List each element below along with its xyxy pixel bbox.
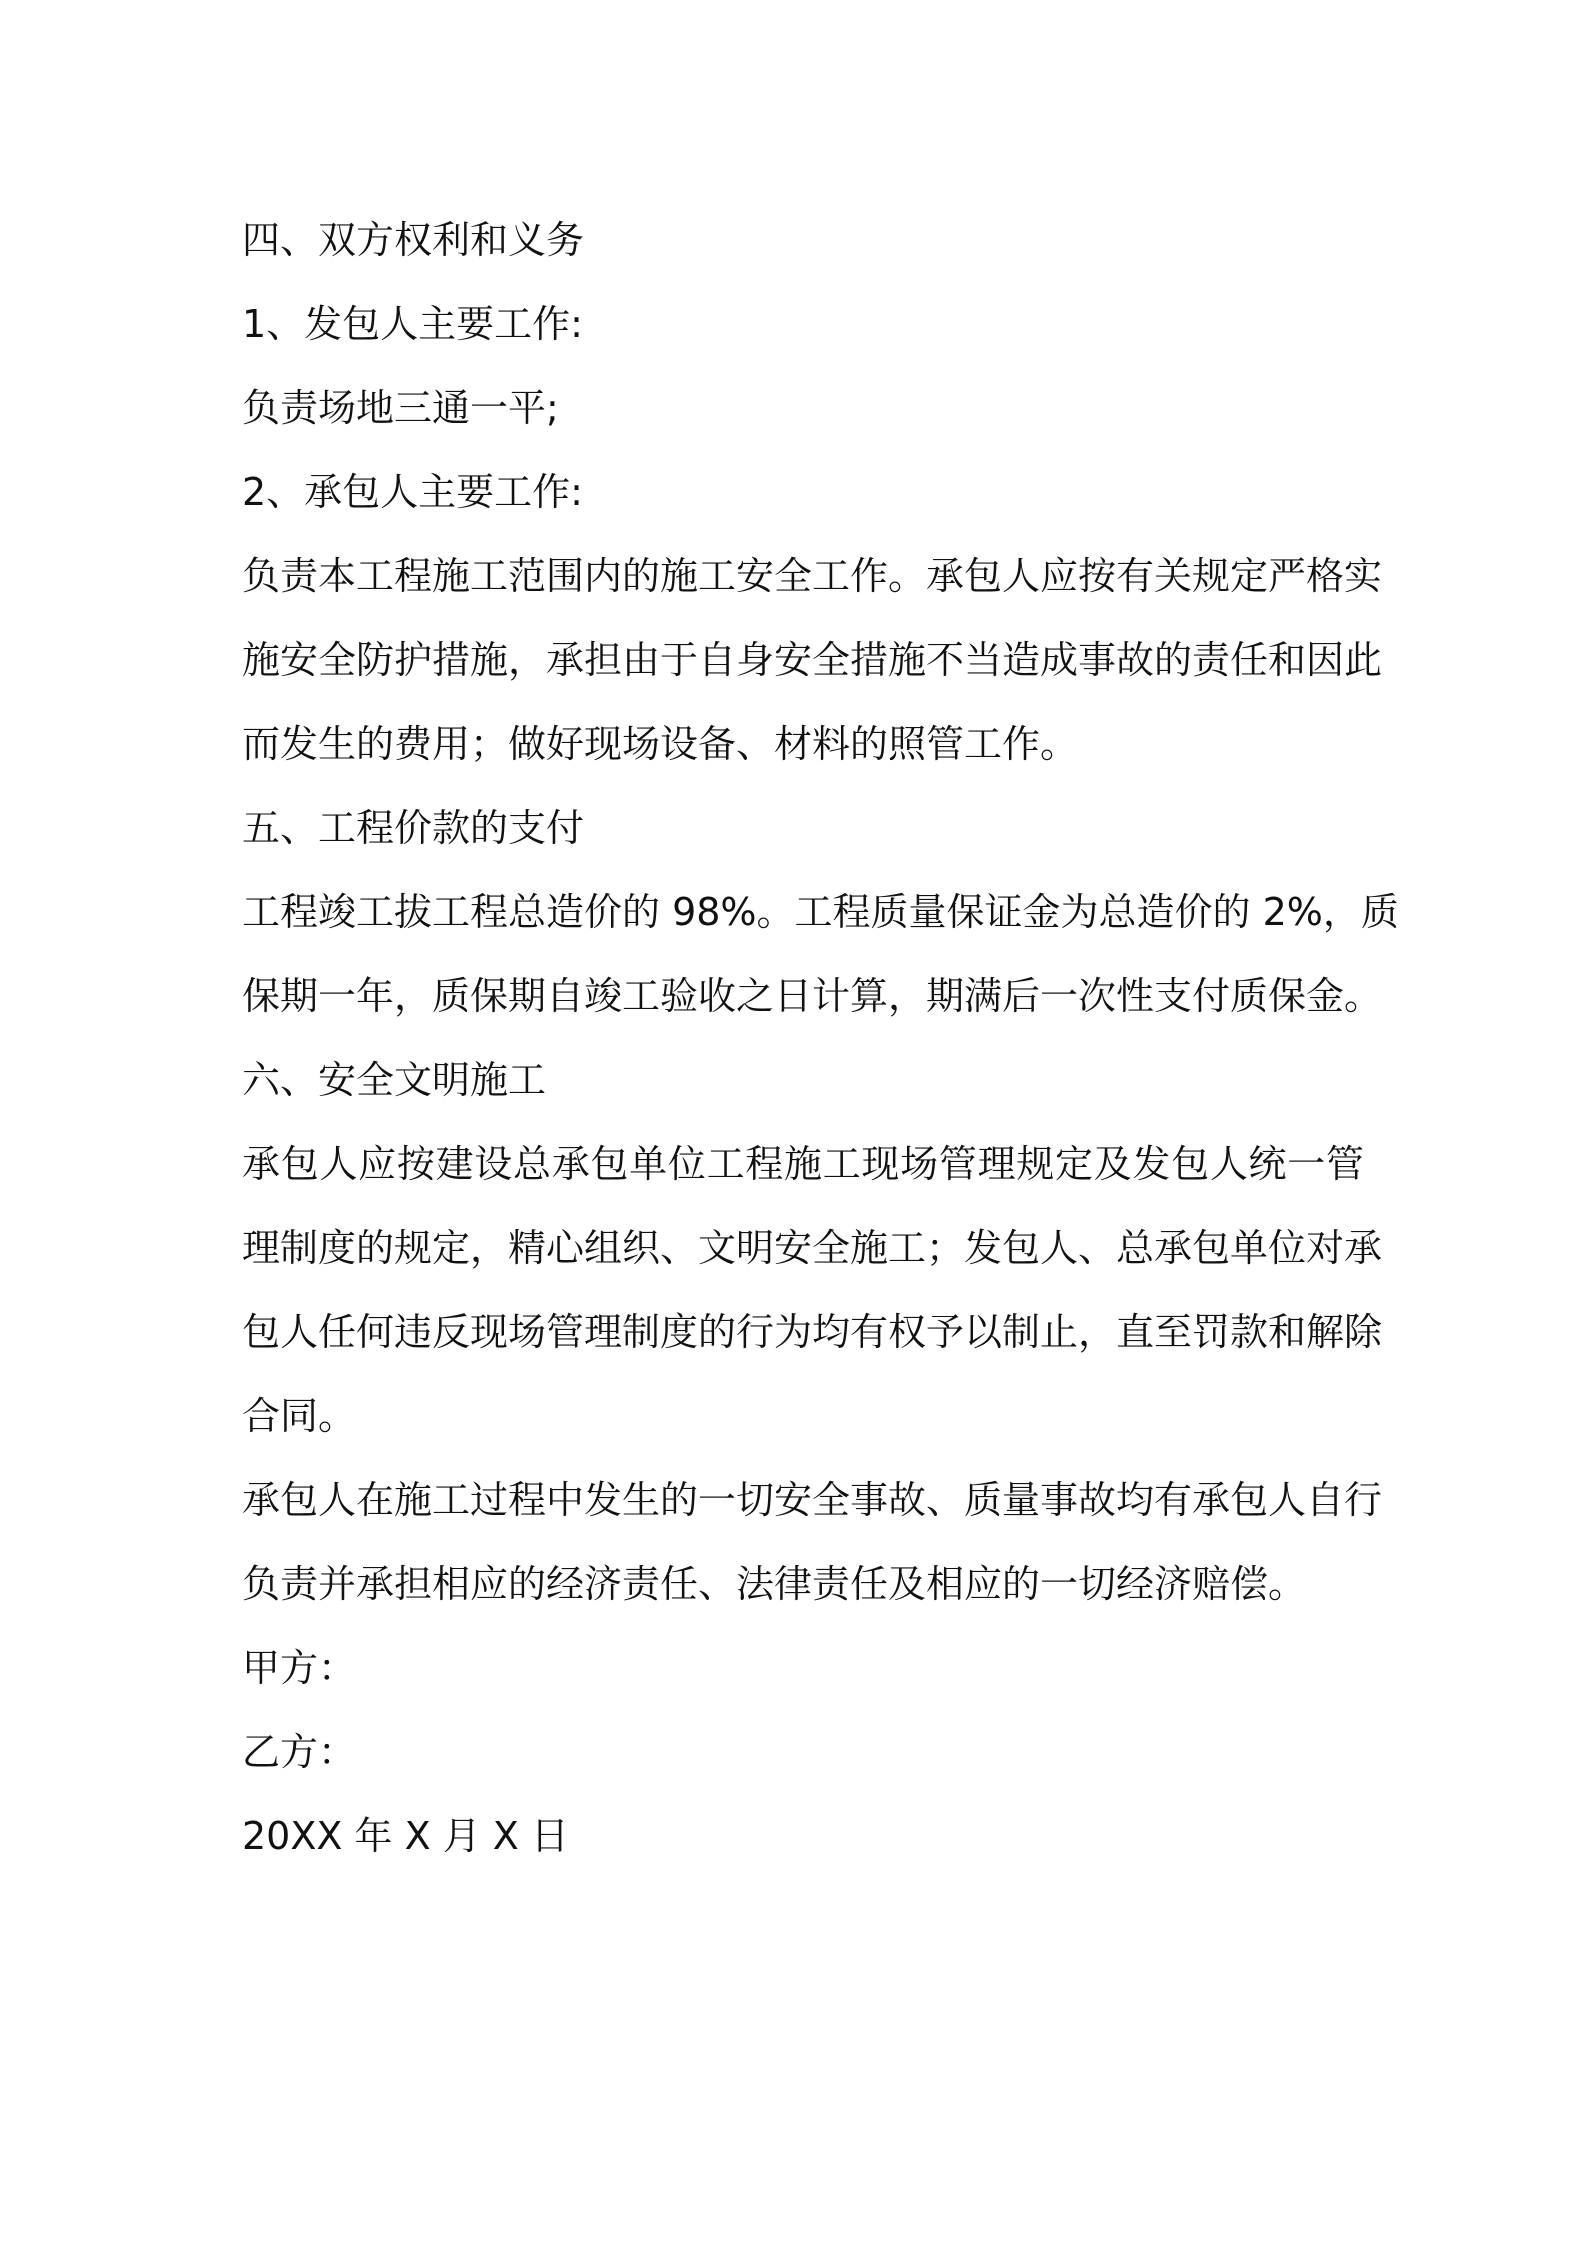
payment-terms-line: 保期一年，质保期自竣工验收之日计算，期满后一次性支付质保金。 (242, 974, 1383, 1018)
section-4-heading: 四、双方权利和义务 (242, 218, 585, 262)
employer-duties-text: 负责场地三通一平; (242, 386, 559, 430)
contractor-duties-line: 负责本工程施工范围内的施工安全工作。承包人应按有关规定严格实 (242, 554, 1383, 598)
section-6-heading: 六、安全文明施工 (242, 1058, 547, 1102)
liability-paragraph-line: 负责并承担相应的经济责任、法律责任及相应的一切经济赔偿。 (242, 1562, 1307, 1606)
safety-paragraph-line: 承包人应按建设总承包单位工程施工现场管理规定及发包人统一管 (242, 1142, 1364, 1186)
document-body (242, 198, 1399, 1878)
party-a-signature-label: 甲方： (242, 1646, 357, 1690)
party-b-signature-label: 乙方： (242, 1730, 357, 1774)
contractor-duties-line: 施安全防护措施，承担由于自身安全措施不当造成事故的责任和因此 (242, 638, 1383, 682)
payment-terms-line: 工程竣工拔工程总造价的 98%。工程质量保证金为总造价的 2%，质 (242, 890, 1399, 934)
contract-date: 20XX 年 X 月 X 日 (242, 1814, 569, 1858)
safety-paragraph-line: 包人任何违反现场管理制度的行为均有权予以制止，直至罚款和解除 (242, 1310, 1383, 1354)
contractor-duties-heading: 2、承包人主要工作: (242, 470, 583, 514)
liability-paragraph-line: 承包人在施工过程中发生的一切安全事故、质量事故均有承包人自行 (242, 1478, 1383, 1522)
contractor-duties-line: 而发生的费用；做好现场设备、材料的照管工作。 (242, 722, 1079, 766)
section-5-heading: 五、工程价款的支付 (242, 806, 585, 850)
safety-paragraph-line: 理制度的规定，精心组织、文明安全施工；发包人、总承包单位对承 (242, 1226, 1383, 1270)
employer-duties-heading: 1、发包人主要工作: (242, 302, 583, 346)
safety-paragraph-line: 合同。 (242, 1394, 357, 1438)
